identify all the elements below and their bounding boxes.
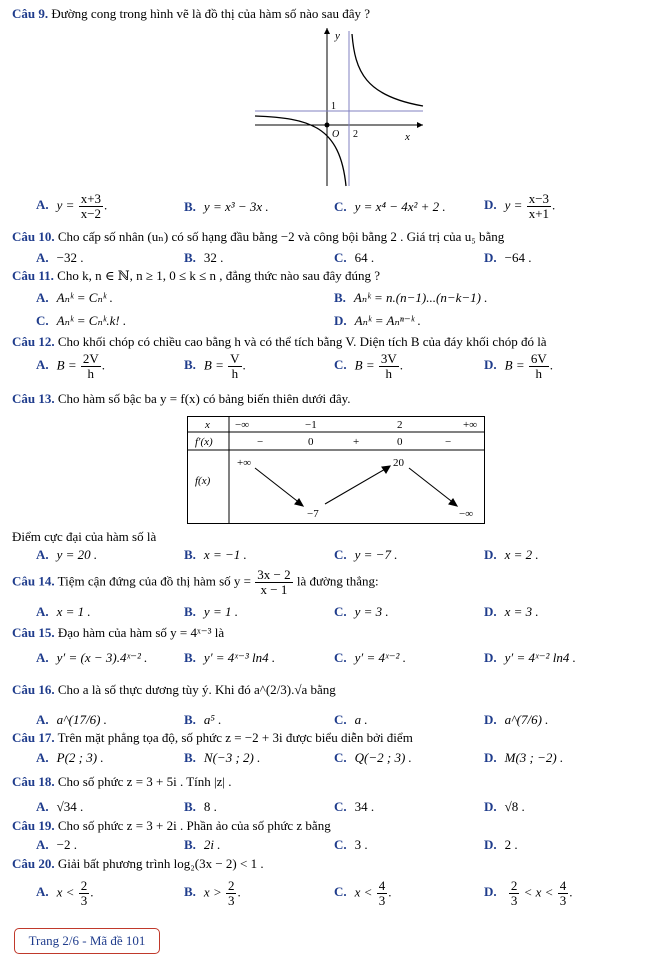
q10-option-c[interactable]: C. 64 . xyxy=(334,250,375,265)
svg-text:1: 1 xyxy=(331,101,336,112)
svg-text:2: 2 xyxy=(353,129,358,140)
q13-option-c[interactable]: C. y = −7 . xyxy=(334,547,398,562)
q20-option-d[interactable]: D. $\frac{2}{3}$ < x < $\frac{4}{3}$ . xyxy=(484,878,573,908)
q17-option-b[interactable]: B. N(−3 ; 2) . xyxy=(184,750,261,765)
q18-stem: Câu 18. Cho số phức z = 3 + 5i . Tính |z| . xyxy=(12,774,232,789)
q9-graph xyxy=(255,26,425,188)
q16-stem: Câu 16. Cho a là số thực dương tùy ý. Khi đó a^(2/3).√a bằng xyxy=(12,682,336,697)
q10-option-b[interactable]: B. 32 . xyxy=(184,250,224,265)
q16-option-b[interactable]: B. a⁵ . xyxy=(184,712,222,727)
svg-text:−7: −7 xyxy=(307,508,319,520)
q18-option-d[interactable]: D. √8 . xyxy=(484,799,525,814)
q12-option-a[interactable]: A. B = $\frac{2V}{h}$ . xyxy=(36,351,105,381)
q12-option-b[interactable]: B. B = $\frac{V}{h}$ . xyxy=(184,351,246,381)
q10-option-d[interactable]: D. −64 . xyxy=(484,250,532,265)
q16-option-c[interactable]: C. a . xyxy=(334,712,368,727)
q20-option-b[interactable]: B. x > $\frac{2}{3}$ . xyxy=(184,878,241,908)
q9-stem: Câu 9. Đường cong trong hình vẽ là đồ thị của hàm số nào sau đây ? xyxy=(12,6,371,21)
q17-option-d[interactable]: D. M(3 ; −2) . xyxy=(484,750,564,765)
q19-option-c[interactable]: C. 3 . xyxy=(334,837,368,852)
q14-option-b[interactable]: B. y = 1 . xyxy=(184,604,238,619)
q20-stem: Câu 20. Giải bất phương trình log₂(3x − 2) < 1 . xyxy=(12,856,264,871)
svg-text:20: 20 xyxy=(393,457,404,469)
q9-option-a[interactable]: A. y = $\frac{x+3}{x-2}$ . xyxy=(36,191,108,221)
q13-question: Điểm cực đại của hàm số là xyxy=(12,529,157,544)
q18-option-c[interactable]: C. 34 . xyxy=(334,799,375,814)
svg-text:f(x): f(x) xyxy=(195,475,211,487)
q19-option-a[interactable]: A. −2 . xyxy=(36,837,77,852)
variation-table xyxy=(187,416,485,524)
q18-option-a[interactable]: A. √34 . xyxy=(36,799,84,814)
curve-right xyxy=(352,34,423,106)
q15-option-c[interactable]: C. y′ = 4ˣ⁻² . xyxy=(334,650,406,665)
q13-option-d[interactable]: D. x = 2 . xyxy=(484,547,539,562)
q18-option-b[interactable]: B. 8 . xyxy=(184,799,217,814)
svg-text:x: x xyxy=(205,419,210,431)
q14-option-c[interactable]: C. y = 3 . xyxy=(334,604,389,619)
q10-stem: Câu 10. Cho cấp số nhân (uₙ) có số hạng đầu bằng −2 và công bội bằng 2 . Giá trị của u₅ bằng xyxy=(12,229,505,244)
q11-option-a[interactable]: A. Aₙᵏ = Cₙᵏ . xyxy=(36,290,113,305)
q14-stem: Câu 14. Tiệm cận đứng của đồ thị hàm số y = $\frac{3x - 2}{x - 1}$ là đường thẳng: xyxy=(12,567,379,597)
svg-text:O: O xyxy=(332,129,340,140)
q17-option-c[interactable]: C. Q(−2 ; 3) . xyxy=(334,750,412,765)
q20-option-a[interactable]: A. x < $\frac{2}{3}$ . xyxy=(36,878,94,908)
q16-option-a[interactable]: A. a^(17/6) . xyxy=(36,712,107,727)
q9-option-d[interactable]: D. y = $\frac{x-3}{x+1}$ . xyxy=(484,191,556,221)
q13-option-b[interactable]: B. x = −1 . xyxy=(184,547,247,562)
svg-text:2: 2 xyxy=(397,419,403,431)
q13-option-a[interactable]: A. y = 20 . xyxy=(36,547,98,562)
curve-left xyxy=(255,116,346,186)
svg-text:f′(x): f′(x) xyxy=(195,436,213,448)
q15-option-a[interactable]: A. y′ = (x − 3).4ˣ⁻² . xyxy=(36,650,148,665)
q19-option-b[interactable]: B. 2i . xyxy=(184,837,221,852)
svg-text:−∞: −∞ xyxy=(459,508,474,520)
q12-option-c[interactable]: C. B = $\frac{3V}{h}$ . xyxy=(334,351,403,381)
q11-stem: Câu 11. Cho k, n ∈ ℕ, n ≥ 1, 0 ≤ k ≤ n , đẳng thức nào sau đây đúng ? xyxy=(12,268,381,283)
q15-stem: Câu 15. Đạo hàm của hàm số y = 4ˣ⁻³ là xyxy=(12,625,225,640)
q12-option-d[interactable]: D. B = $\frac{6V}{h}$ . xyxy=(484,351,553,381)
q19-stem: Câu 19. Cho số phức z = 3 + 2i . Phần ảo của số phức z bằng xyxy=(12,818,331,833)
q11-option-c[interactable]: C. Aₙᵏ = Cₙᵏ.k! . xyxy=(36,313,127,328)
svg-text:x: x xyxy=(405,131,410,143)
svg-text:y: y xyxy=(335,30,340,42)
q11-option-d[interactable]: D. Aₙᵏ = Aₙⁿ⁻ᵏ . xyxy=(334,313,421,328)
q16-option-d[interactable]: D. a^(7/6) . xyxy=(484,712,549,727)
svg-text:0: 0 xyxy=(308,436,314,448)
q14-option-d[interactable]: D. x = 3 . xyxy=(484,604,539,619)
q14-option-a[interactable]: A. x = 1 . xyxy=(36,604,91,619)
q13-stem: Câu 13. Cho hàm số bậc ba y = f(x) có bảng biến thiên dưới đây. xyxy=(12,391,351,406)
q17-stem: Câu 17. Trên mặt phẳng tọa độ, số phức z = −2 + 3i được biểu diễn bởi điểm xyxy=(12,730,413,745)
svg-text:−: − xyxy=(257,436,264,448)
svg-text:−: − xyxy=(445,436,452,448)
q12-stem: Câu 12. Cho khối chóp có chiều cao bằng h và có thể tích bằng V. Diện tích B của đáy khối chóp đó là xyxy=(12,334,547,349)
page-footer: Trang 2/6 - Mã đề 101 xyxy=(14,928,160,954)
q11-option-b[interactable]: B. Aₙᵏ = n.(n−1)...(n−k−1) . xyxy=(334,290,488,305)
q15-option-b[interactable]: B. y′ = 4ˣ⁻³ ln4 . xyxy=(184,650,276,665)
q15-option-d[interactable]: D. y′ = 4ˣ⁻² ln4 . xyxy=(484,650,576,665)
q10-option-a[interactable]: A. −32 . xyxy=(36,250,84,265)
q19-option-d[interactable]: D. 2 . xyxy=(484,837,518,852)
svg-text:+∞: +∞ xyxy=(237,457,252,469)
svg-text:−∞: −∞ xyxy=(235,419,250,431)
svg-text:−1: −1 xyxy=(305,419,317,431)
svg-text:0: 0 xyxy=(397,436,403,448)
q20-option-c[interactable]: C. x < $\frac{4}{3}$ . xyxy=(334,878,392,908)
q9-option-c[interactable]: C. y = x⁴ − 4x² + 2 . xyxy=(334,199,446,214)
q9-option-b[interactable]: B. y = x³ − 3x . xyxy=(184,199,269,214)
svg-text:+∞: +∞ xyxy=(463,419,478,431)
svg-text:+: + xyxy=(353,436,360,448)
q17-option-a[interactable]: A. P(2 ; 3) . xyxy=(36,750,104,765)
